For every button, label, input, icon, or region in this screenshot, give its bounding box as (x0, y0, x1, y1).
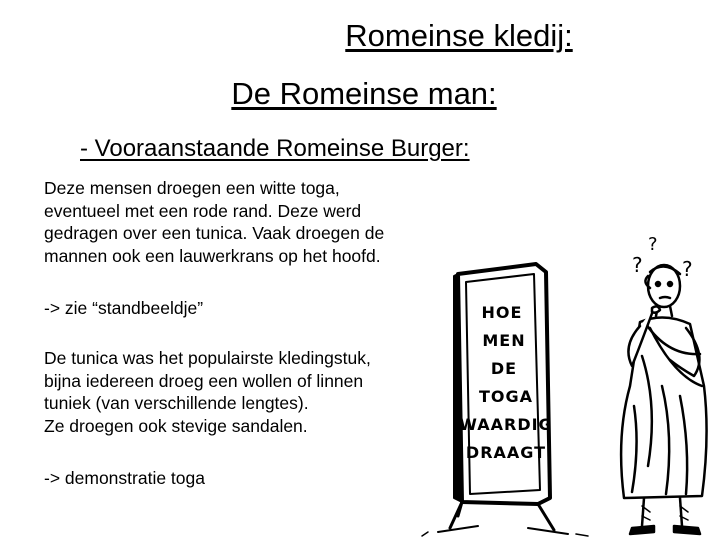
section-heading: - Vooraanstaande Romeinse Burger: (80, 135, 470, 162)
sign-line: DRAAGT (465, 443, 547, 462)
question-mark-icon: ? (632, 253, 643, 277)
reference-demonstration: -> demonstratie toga (44, 468, 205, 488)
sign-line: DE (490, 359, 518, 378)
question-mark-icon: ? (648, 236, 658, 255)
sign-line: TOGA (478, 387, 534, 406)
text-line: mannen ook een lauwerkrans op het hoofd. (44, 245, 381, 266)
sign-line: HOE (481, 303, 523, 322)
paragraph-toga (44, 177, 384, 267)
text-line: Ze droegen ook stevige sandalen. (44, 415, 308, 436)
text-line: eventueel met een rode rand. Deze werd (44, 200, 362, 221)
slide-title: Romeinse kledij: (345, 18, 573, 53)
roman-man-figure (621, 265, 706, 534)
reference-statue: -> zie “standbeeldje” (44, 298, 204, 318)
text-line: gedragen over een tunica. Vaak droegen de (44, 223, 385, 243)
slide-subtitle: De Romeinse man: (231, 76, 497, 111)
roman-toga-cartoon (418, 236, 728, 540)
sign-line: MEN (482, 331, 526, 350)
sign-line: WAARDIG (459, 415, 553, 434)
text-line: Deze mensen droegen een witte toga, (44, 178, 340, 198)
text-line: bijna iedereen droeg een wollen of linnen (44, 370, 364, 391)
text-line: De tunica was het populairste kledingstuk, (44, 348, 371, 368)
text-line: tuniek (van verschillende lengtes). (44, 393, 309, 413)
question-mark-icon: ? (682, 257, 693, 281)
paragraph-tunica (44, 347, 371, 437)
